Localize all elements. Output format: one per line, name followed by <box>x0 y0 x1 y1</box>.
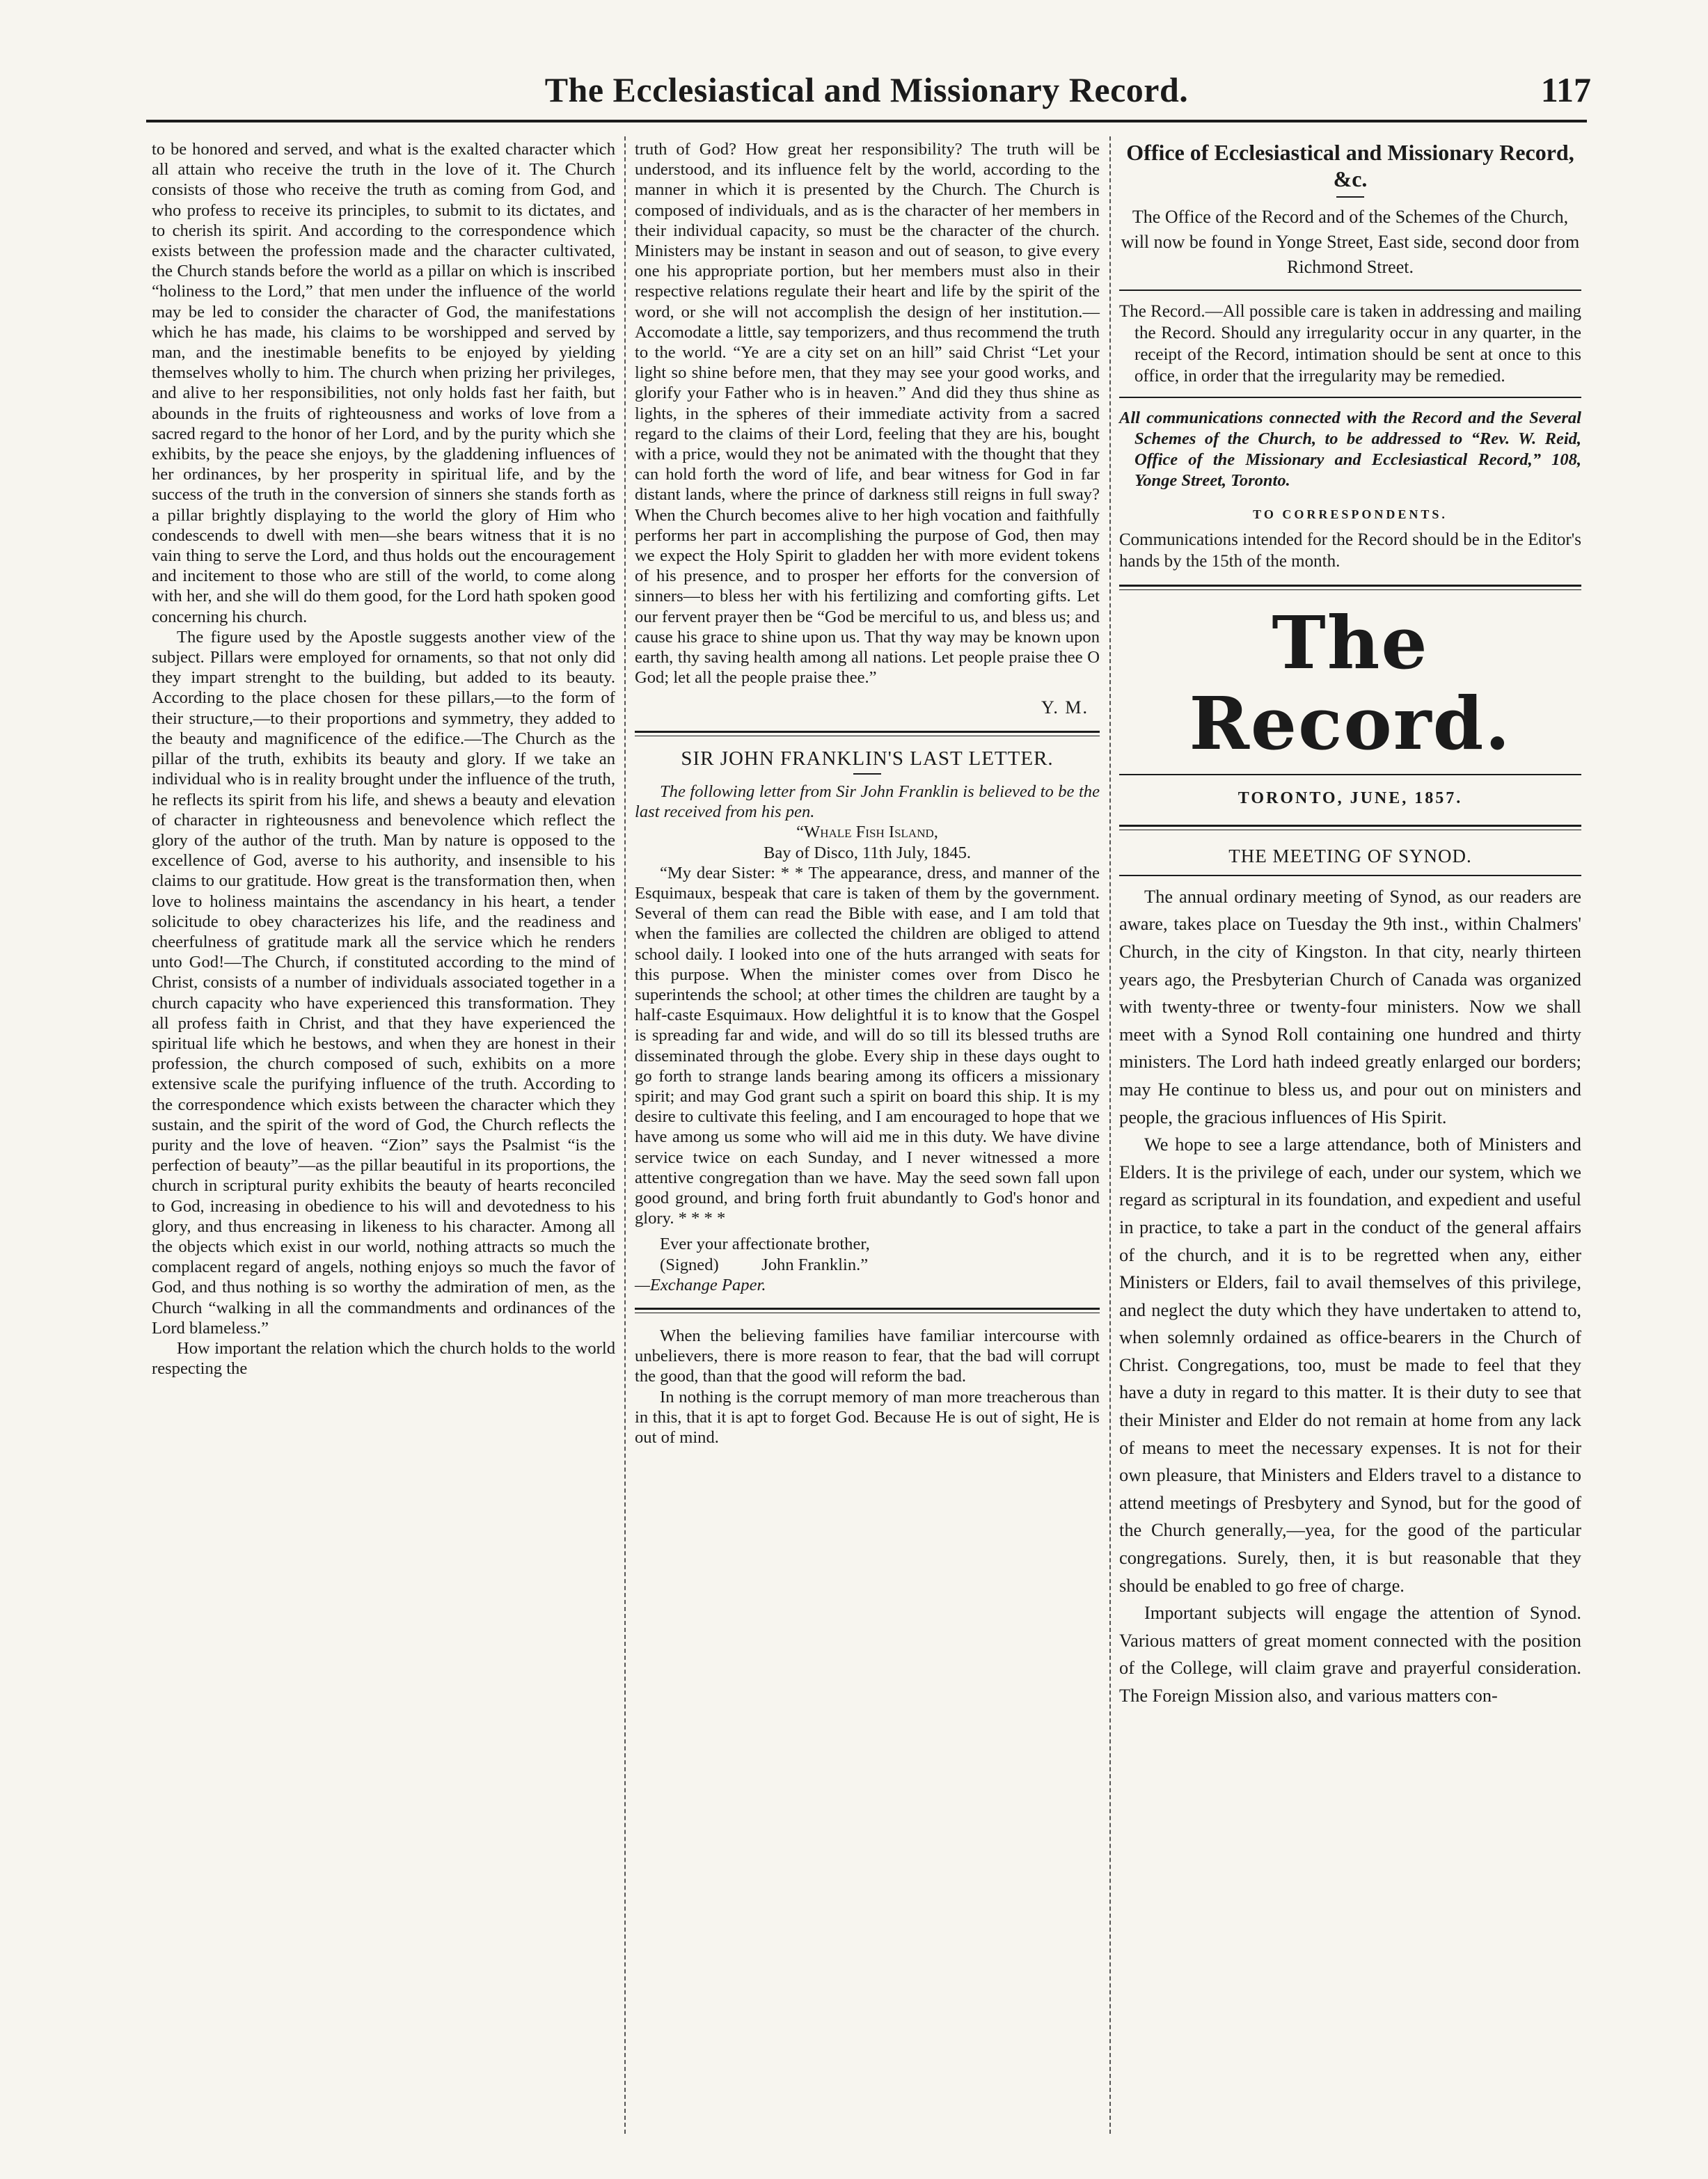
communications-note: All communications connected with the Record and the Several Schemes of the Church, to be addressed to “Rev. W. Reid, Office of the Missionary and Ecclesiastical Record,” 108, Yonge Street, Toronto. <box>1119 409 1581 490</box>
section-rule <box>1119 825 1581 830</box>
office-notice: The Office of the Record and of the Schemes of the Church, will now be found in Yonge Street, East side, second door from Richmond Street. <box>1121 207 1580 277</box>
office-title: Office of Ecclesiastical and Missionary Record, &c. <box>1126 140 1574 191</box>
header-rule <box>146 120 1587 122</box>
section-title: THE MEETING OF SYNOD. <box>1228 846 1472 867</box>
body-paragraph: The annual ordinary meeting of Synod, as our readers are aware, takes place on Tuesday the 9th inst., within Chalmers' Church, in the city of Kingston. In that city, nearly thirteen years ago, the Presbyterian Church of Canada was organized with twenty-three or twenty-four ministers. Now we shall meet with a Synod Roll containing one hundred and thirty ministers. The Lord hath indeed greatly enlarged our borders; may He continue to bless us, and pour out on ministers and people, the gracious influences of His Spirit. <box>1119 885 1581 1127</box>
column-left <box>152 139 615 1379</box>
rule <box>1119 397 1581 398</box>
short-rule <box>1336 196 1364 198</box>
column-right <box>1119 139 1581 1710</box>
running-title: The Ecclesiastical and Missionary Record. <box>544 70 1189 109</box>
column-middle <box>635 139 1100 1448</box>
body-paragraph: Important subjects will engage the attention of Synod. Various matters of great moment connected with the position of the College, will claim grave and prayerful consideration. The Foreign Mission also, and various matters con- <box>1119 1602 1581 1706</box>
rule <box>1119 774 1581 775</box>
body-paragraph: We hope to see a large attendance, both of Ministers and Elders. It is the privilege of each, under our system, which we regard as scriptural in its foundation, and expedient and useful in practice, to take a part in the conduct of the general affairs of the church, and it is to be regretted when any, either Ministers or Elders, fail to avail themselves of this privilege, and neglect the duty which they have undertaken to attend to, when solemnly ordained as office-bearers in the Church of Christ. Congregations, too, must be made to feel that they have a duty in regard to this matter. It is their duty to see that their Minister and Elder do not remain at home from any lack of means to meet the necessary expenses. It is not for their own pleasure, that Ministers and Elders travel to a distance to attend meetings of Presbytery and Synod, but for the good of the Church generally,—yea, for the good of the particular congregations. Surely, then, it is but reasonable that they should be enabled to go free of charge. <box>1119 1134 1581 1596</box>
author-signature: Y. M. <box>1041 697 1089 718</box>
letter-date: Bay of Disco, 11th July, 1845. <box>763 843 972 862</box>
column-divider <box>1109 136 1111 2134</box>
body-paragraph: In nothing is the corrupt memory of man more treacherous than in this, that it is apt to forget God. Because He is out of sight, He is out of mind. <box>635 1387 1100 1447</box>
column-divider <box>624 136 626 2134</box>
section-rule <box>635 731 1100 736</box>
body-paragraph: to be honored and served, and what is the exalted character which all attain who receive the truth in the love of it. The Church consists of those who receive the truth as coming from God, and who profess to receive its principles, to submit to its dictates, and to cherish its spirit. And according to the correspondence which exists between the profession made and the character cultivated, the Church stands before the world as a pillar on which is inscribed “holiness to the Lord,” that men under the influence of the world may be led to consider the character of God, the manifestations which he has made, his claims to be worshipped and served by man, and the inestimable benefits to be enjoyed by yielding themselves wholly to him. The church when prizing her privileges, and alive to her responsibilities, not only holds fast her faith, but abounds in the fruits of righteousness and works of love from a sacred regard to the honor of her Lord, and by the purity which she exhibits, by the peace she enjoys, by the gladdening influences of her ordinances, by her prosperity in spiritual life, and by the success of the truth in the conversion of sinners she stands forth as a pillar brightly displaying to the world the glory of Him who condescends to dwell with men—she bears witness that it is no vain thing to serve the Lord, and thus holds out the encouragement and incitement to those who are still of the world, to come along with her, and she will do them good, for the Lord hath spoken good concerning his church. <box>152 140 615 626</box>
correspondents-heading: TO CORRESPONDENTS. <box>1253 507 1448 521</box>
letter-place: “Whale Fish Island, <box>796 823 938 842</box>
page-number: 117 <box>1540 70 1591 109</box>
rule <box>1119 290 1581 291</box>
article-intro: The following letter from Sir John Franklin is believed to be the last received from his pen. <box>635 782 1100 822</box>
correspondents-note: Communications intended for the Record should be in the Editor's hands by the 15th of the month. <box>1119 530 1581 571</box>
dateline: TORONTO, JUNE, 1857. <box>1237 789 1463 807</box>
body-paragraph: truth of God? How great her responsibility? The truth will be understood, and its influence felt by the world, according to the manner in which it is presented by the Church. The Church is composed of individuals, and as is the character of her members in their individual capacity, so must be the character of the church. Ministers may be instant in season and out of season, to give every one his appropriate portion, but her members must also in their respective relations regulate their heart and life by the spirit of the word, or she will not accomplish the design of her institution.—Accomodate a little, say temporizers, and thus recommend the truth to the world. “Ye are a city set on an hill” said Christ “Let your light so shine before men, that they may see your good works, and glorify your Father who is in heaven.” And did they thus shine as lights, in the spheres of their immediate activity from a sacred regard to the claims of their Lord, feeling that they are his, bought with a price, would they not be animated with the thought that they can hold forth the word of life, and bear witness for God in far distant lands, where the prince of darkness still reigns in full sway? When the Church becomes alive to her high vocation and faithfully performs her part in accomplishing the purpose of God, then may we expect the Holy Spirit to gladden her with more evident tokens of his presence, and to prosper her efforts for the conversion of sinners—to bless her with his fertilizing and comforting gifts. Let our fervent prayer then be “God be merciful to us, and bless us; and cause his grace to shine upon us. That thy way may be known upon earth, thy saving health among all nations. Let people praise thee O God; let all the people praise thee.” <box>635 140 1100 688</box>
body-paragraph: When the believing families have familiar intercourse with unbelievers, there is more reason to fear, that the bad will corrupt the good, than that the good will reform the bad. <box>635 1326 1100 1386</box>
running-head <box>146 70 1591 118</box>
body-paragraph: How important the relation which the church holds to the world respecting the <box>152 1338 615 1379</box>
letter-closing: Ever your affectionate brother, <box>660 1235 870 1254</box>
body-paragraph: The figure used by the Apostle suggests another view of the subject. Pillars were employed for ornaments, so that not only did they impart strenght to the building, but added to its beauty. According to the place chosen for these pillars,—to the form of their structure,—to their proportions and symmetry, they added to the beauty and magnificence of the edifice.—The Church as the pillar of the truth, exhibits its beauty and glory. If we take an individual who is in reality brought under the influence of the truth, he reflects its spirit from his life, and shews a beauty and elevation of character in righteousness and benevolence which reflect the glory of the author of the truth. Man by nature is opposed to the excellence of God, averse to his authority, and insensible to his claims to our gratitude. How great is the transformation then, when love to holiness maintains the ascendancy in his heart, a tender solicitude to obey characterizes his life, and the readiness and cheerfulness of gratitude mark all the service which he renders unto God!—The Church, if constituted according to the mind of Christ, consists of a number of individuals associated together in a church capacity who have experienced this transformation. They all profess faith in Christ, and that they have experienced the spiritual life which he bestows, and when they are honest in their profession, the church composed of such, exhibits on a more extensive scale the purifying influence of the truth. According to the correspondence which exists between the character which they sustain, and the spirit of the word of God, the Church reflects the purity and the love of heaven. “Zion” says the Psalmist “is the perfection of beauty”—as the pillar beautiful in its proportions, the church in scriptural purity exhibits the beauty of hearts reconciled to God, increasing in obedience to his will and devotedness to his glory, and thus encreasing in likeness to his character. Among all the objects which exist in our world, nothing attracts so much the complacent regard of angels, nothing enjoys so much the favor of God, and thus nothing is so worthy the admiration of men, as the Church “walking in all the commandments and ordinances of the Lord blameless.” <box>152 627 615 1338</box>
letter-source: —Exchange Paper. <box>635 1275 766 1294</box>
letter-body: “My dear Sister: * * The appearance, dress, and manner of the Esquimaux, bespeak that care is taken of them by the government. Several of them can read the Bible with ease, and I am told that when the families are collected the children are obliged to attend school daily. I looked into one of the huts arranged with seats for this purpose. When the minister comes over from Disco he superintends the school; at other times the children are taught by a half-caste Esquimaux. How delightful it is to know that the Gospel is spreading far and wide, and will do so till its blessed truths are disseminated through the globe. Every ship in these days ought to go forth to strange lands bearing among its officers a missionary spirit; and may God grant such a spirit on board this ship. It is my desire to cultivate this feeling, and I am encouraged to hope that we have among us some who will aid me in this duty. We have divine service twice on each Sunday, and I never witnessed a more attentive congregation than we have. May the seed sown fall upon good ground, and bring forth fruit abundantly to God's honor and glory. * * * * <box>635 863 1100 1228</box>
rule <box>1119 875 1581 876</box>
masthead: The Record. <box>1189 599 1512 766</box>
record-note: The Record.—All possible care is taken in addressing and mailing the Record. Should any irregularity occur in any quarter, in the receipt of the Record, intimation should be sent at once to this office, in order that the irregularity may be remedied. <box>1119 302 1581 386</box>
section-rule <box>1119 585 1581 590</box>
article-title: SIR JOHN FRANKLIN'S LAST LETTER. <box>681 747 1054 770</box>
section-rule <box>635 1308 1100 1313</box>
short-rule <box>853 773 881 775</box>
letter-signed: (Signed) John Franklin.” <box>660 1255 869 1274</box>
